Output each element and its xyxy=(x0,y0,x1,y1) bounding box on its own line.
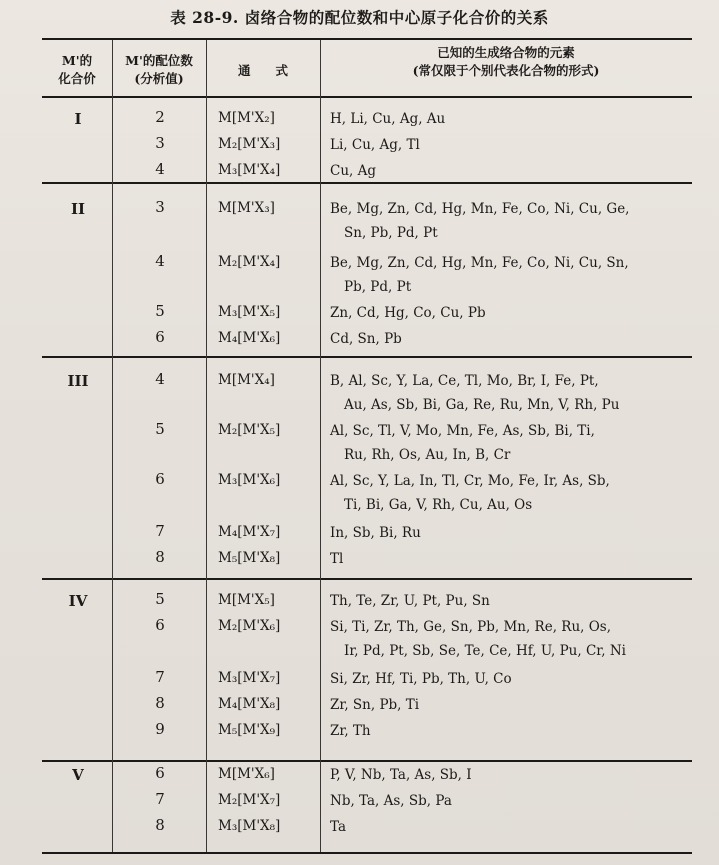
element-list-line: P, V, Nb, Ta, As, Sb, I xyxy=(330,767,472,783)
column-rule-2 xyxy=(206,40,207,852)
general-formula: M₃[M'X₈] xyxy=(218,818,281,834)
element-list-line: Sn, Pb, Pd, Pt xyxy=(344,225,438,241)
element-list-line: Ti, Bi, Ga, V, Rh, Cu, Au, Os xyxy=(344,497,533,513)
valence-label: III xyxy=(67,372,89,390)
general-formula: M₂[M'X₇] xyxy=(218,792,281,808)
valence-label: V xyxy=(72,766,84,784)
table-title: 表 28-9. 卤络合物的配位数和中心原子化合价的关系 xyxy=(170,8,549,27)
coordination-number: 7 xyxy=(155,522,165,540)
table-bottom-rule xyxy=(42,852,692,854)
coordination-number: 6 xyxy=(155,764,165,782)
coordination-number: 4 xyxy=(155,370,165,388)
header-valence-line1: M'的 xyxy=(61,53,93,68)
valence-label: IV xyxy=(68,592,88,610)
column-rule-3 xyxy=(320,40,321,852)
coordination-number: 6 xyxy=(155,470,165,488)
general-formula: M₃[M'X₄] xyxy=(218,162,281,178)
general-formula: M₅[M'X₉] xyxy=(218,722,281,738)
general-formula: M₃[M'X₅] xyxy=(218,304,281,320)
header-cn-line2: (分析值) xyxy=(134,71,184,86)
element-list-line: B, Al, Sc, Y, La, Ce, Tl, Mo, Br, I, Fe, Pt, xyxy=(330,373,599,389)
general-formula: M₄[M'X₆] xyxy=(218,330,281,346)
header-coordination-number xyxy=(112,52,206,88)
element-list-line: Cd, Sn, Pb xyxy=(330,331,402,347)
coordination-number: 6 xyxy=(155,616,165,634)
coordination-number: 3 xyxy=(155,134,165,152)
header-elements-line2: (常仅限于个别代表化合物的形式) xyxy=(412,63,600,78)
valence-label: II xyxy=(70,200,86,218)
coordination-number: 8 xyxy=(155,816,165,834)
general-formula: M[M'X₄] xyxy=(218,372,275,388)
table-top-rule xyxy=(42,38,692,40)
element-list-line: Ru, Rh, Os, Au, In, B, Cr xyxy=(344,447,511,463)
element-list-line: Be, Mg, Zn, Cd, Hg, Mn, Fe, Co, Ni, Cu, Ge, xyxy=(330,201,630,217)
general-formula: M[M'X₃] xyxy=(218,200,275,216)
element-list-line: Au, As, Sb, Bi, Ga, Re, Ru, Mn, V, Rh, Pu xyxy=(344,397,620,413)
element-list-line: Li, Cu, Ag, Tl xyxy=(330,137,420,153)
element-list-line: Si, Zr, Hf, Ti, Pb, Th, U, Co xyxy=(330,671,512,687)
header-cn-line1: M'的配位数 xyxy=(125,53,193,68)
coordination-number: 3 xyxy=(155,198,165,216)
general-formula: M₂[M'X₄] xyxy=(218,254,281,270)
header-formula: 通 式 xyxy=(237,63,288,78)
element-list-line: Pb, Pd, Pt xyxy=(344,279,412,295)
element-list-line: Ta xyxy=(330,819,347,835)
coordination-number: 5 xyxy=(155,420,165,438)
element-list-line: Al, Sc, Tl, V, Mo, Mn, Fe, As, Sb, Bi, Ti, xyxy=(330,423,595,439)
element-list-line: Be, Mg, Zn, Cd, Hg, Mn, Fe, Co, Ni, Cu, Sn, xyxy=(330,255,629,271)
element-list-line: Zr, Th xyxy=(330,723,371,739)
element-list-line: Cu, Ag xyxy=(330,163,376,179)
element-list-line: Tl xyxy=(330,551,344,567)
coordination-number: 7 xyxy=(155,790,165,808)
element-list-line: Th, Te, Zr, U, Pt, Pu, Sn xyxy=(330,593,490,609)
coordination-number: 6 xyxy=(155,328,165,346)
column-rule-1 xyxy=(112,40,113,852)
header-valence xyxy=(42,52,112,88)
coordination-number: 8 xyxy=(155,694,165,712)
header-elements-line1: 已知的生成络合物的元素 xyxy=(437,45,575,60)
coordination-number: 8 xyxy=(155,548,165,566)
group-rule-1 xyxy=(42,182,692,184)
general-formula: M[M'X₆] xyxy=(218,766,275,782)
coordination-number: 4 xyxy=(155,252,165,270)
element-list-line: In, Sb, Bi, Ru xyxy=(330,525,421,541)
element-list-line: Zr, Sn, Pb, Ti xyxy=(330,697,420,713)
general-formula: M₂[M'X₃] xyxy=(218,136,281,152)
header-bottom-rule xyxy=(42,96,692,98)
general-formula: M₃[M'X₆] xyxy=(218,472,281,488)
group-rule-2 xyxy=(42,356,692,358)
general-formula: M[M'X₂] xyxy=(218,110,275,126)
element-list-line: Si, Ti, Zr, Th, Ge, Sn, Pb, Mn, Re, Ru, Os, xyxy=(330,619,612,635)
coordination-number: 2 xyxy=(155,108,165,126)
coordination-number: 5 xyxy=(155,590,165,608)
header-valence-line2: 化合价 xyxy=(58,71,96,86)
coordination-number: 5 xyxy=(155,302,165,320)
general-formula: M₂[M'X₆] xyxy=(218,618,281,634)
coordination-number: 7 xyxy=(155,668,165,686)
general-formula: M₄[M'X₇] xyxy=(218,524,281,540)
group-rule-3 xyxy=(42,578,692,580)
general-formula: M[M'X₅] xyxy=(218,592,275,608)
element-list-line: Ir, Pd, Pt, Sb, Se, Te, Ce, Hf, U, Pu, Cr, Ni xyxy=(344,643,626,659)
valence-label: I xyxy=(74,110,82,128)
general-formula: M₅[M'X₈] xyxy=(218,550,281,566)
element-list-line: H, Li, Cu, Ag, Au xyxy=(330,111,446,127)
general-formula: M₂[M'X₅] xyxy=(218,422,281,438)
header-elements xyxy=(320,44,692,80)
coordination-number: 4 xyxy=(155,160,165,178)
element-list-line: Zn, Cd, Hg, Co, Cu, Pb xyxy=(330,305,486,321)
general-formula: M₃[M'X₇] xyxy=(218,670,281,686)
element-list-line: Nb, Ta, As, Sb, Pa xyxy=(330,793,452,809)
group-rule-4 xyxy=(42,760,692,762)
general-formula: M₄[M'X₈] xyxy=(218,696,281,712)
coordination-number: 9 xyxy=(155,720,165,738)
element-list-line: Al, Sc, Y, La, In, Tl, Cr, Mo, Fe, Ir, As, Sb, xyxy=(330,473,610,489)
